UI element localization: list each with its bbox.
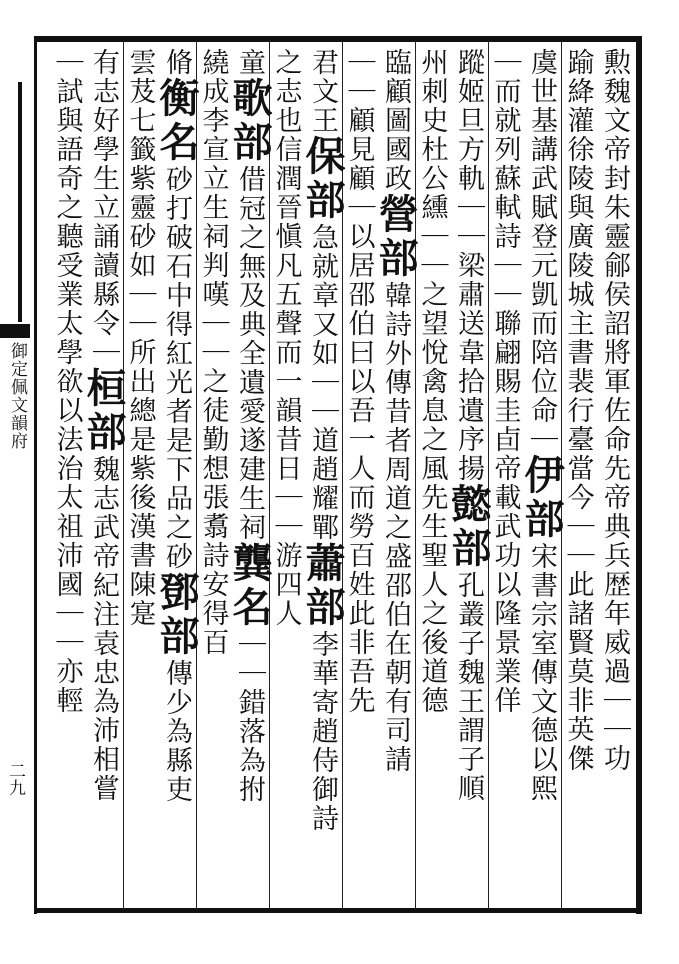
rhyme-heading: 衡名: [153, 77, 200, 165]
text-segment: 韓詩外傳昔者周道之盛邵伯在朝有司請: [380, 281, 411, 774]
text-segment: 勲魏文帝封朱靈鄃侯詔將軍佐命先帝典兵歴年威過｜｜功: [599, 48, 630, 773]
text-column: [126, 48, 160, 906]
text-column: [226, 48, 273, 906]
text-segment: ｜以居邵伯曰以吾一人而勞百姓此非吾先: [343, 193, 375, 715]
rhyme-heading: 懿部: [445, 483, 492, 571]
margin-center-line: [18, 82, 22, 322]
text-segment: 魏志武帝紀注袁忠為沛相嘗: [88, 455, 119, 803]
text-segment: 臨顧圖國政: [380, 48, 411, 193]
text-column: [53, 48, 87, 906]
text-column: [272, 48, 306, 906]
text-segment: ｜｜錯落為拊: [234, 630, 265, 804]
text-segment: 州刺史杜公纁｜｜之望悅禽息之風: [416, 48, 448, 483]
text-segment: 急就章又如｜｜道趙耀鄲: [307, 223, 338, 542]
text-segment: 虞世基講武賦登元凱而陪位命｜: [526, 48, 557, 454]
text-column: [445, 48, 492, 906]
text-segment: 傳少為縣吏: [161, 659, 192, 804]
text-column: [299, 48, 346, 906]
text-segment: 孔叢子魏王謂子順: [453, 571, 484, 803]
rhyme-heading: 桓部: [80, 367, 127, 455]
text-segment: 李華寄趙侍御詩: [307, 630, 338, 833]
rhyme-heading: 保部: [299, 135, 346, 223]
frame-bottom-rule: [34, 908, 642, 913]
text-segment: ｜試與語奇之聽受業太學: [51, 48, 83, 367]
rhyme-heading: 歌部: [226, 77, 273, 165]
rhyme-heading: 蕭部: [299, 542, 346, 630]
text-segment: 借冠之無及典全遺愛遂建生祠: [234, 165, 265, 542]
text-segment: 後漢書陳寔: [124, 483, 156, 628]
frame-right-rule: [636, 36, 642, 914]
rhyme-heading: 伊部: [518, 454, 565, 542]
text-column: [491, 48, 525, 906]
text-segment: 昔日｜｜游四人: [270, 425, 302, 628]
text-segment: 帝載武功以隆景業佯: [489, 454, 521, 715]
frame-left-rule: [34, 36, 37, 914]
text-segment: ｜｜顧見顧: [343, 48, 375, 193]
text-segment: ｜而就列蘇軾詩｜｜聯翩賜圭卣: [489, 48, 521, 454]
page-margin-strip: [0, 42, 34, 908]
text-column: [518, 48, 565, 906]
text-segment: 砂打破石中得紅光者是下品之砂: [161, 165, 192, 571]
text-column: [564, 48, 598, 906]
text-segment: 先生聖人之後道德: [416, 483, 448, 715]
text-column: [199, 48, 233, 906]
text-segment: 踰絳灌徐陵與廣陵城主書裴行臺當今｜｜此諸賢莫非英傑: [562, 48, 594, 773]
text-column: [372, 48, 419, 906]
margin-page-number: 二九: [5, 762, 25, 796]
frame-top-rule: [34, 36, 642, 42]
text-column: [345, 48, 379, 906]
text-segment: 有志好學生立誦讀縣令｜: [88, 48, 119, 367]
text-segment: 蹤姬旦方軌｜｜梁肅送韋拾遺序揚: [453, 48, 484, 483]
text-column: [153, 48, 200, 906]
text-segment: 信潤晉愼凡五聲而一韻: [270, 135, 302, 425]
text-segment: 欲以法治太祖沛國｜｜亦輕: [51, 367, 83, 715]
text-segment: 君文王: [307, 48, 338, 135]
text-column: [418, 48, 452, 906]
rhyme-heading: 龔名: [226, 542, 273, 630]
text-segment: 李宣立生祠判嘆｜｜之徒勤想: [197, 106, 229, 483]
rhyme-heading: 營部: [372, 193, 419, 281]
text-segment: 繞成: [197, 48, 229, 106]
text-column: [80, 48, 127, 906]
text-segment: 雲芨七籤紫靈砂如｜｜所出總是紫: [124, 48, 156, 483]
text-segment: 張翥詩安得百: [197, 483, 229, 657]
text-segment: 宋書宗室傳文德以熙: [526, 542, 557, 803]
text-segment: 脩: [161, 48, 192, 77]
margin-book-title: 御定佩文韻府: [7, 342, 27, 450]
fish-tail-mark: [0, 324, 30, 338]
text-column: [600, 48, 634, 906]
text-segment: 童: [234, 48, 265, 77]
rhyme-heading: 鄧部: [153, 571, 200, 659]
text-segment: 之志也: [270, 48, 302, 135]
